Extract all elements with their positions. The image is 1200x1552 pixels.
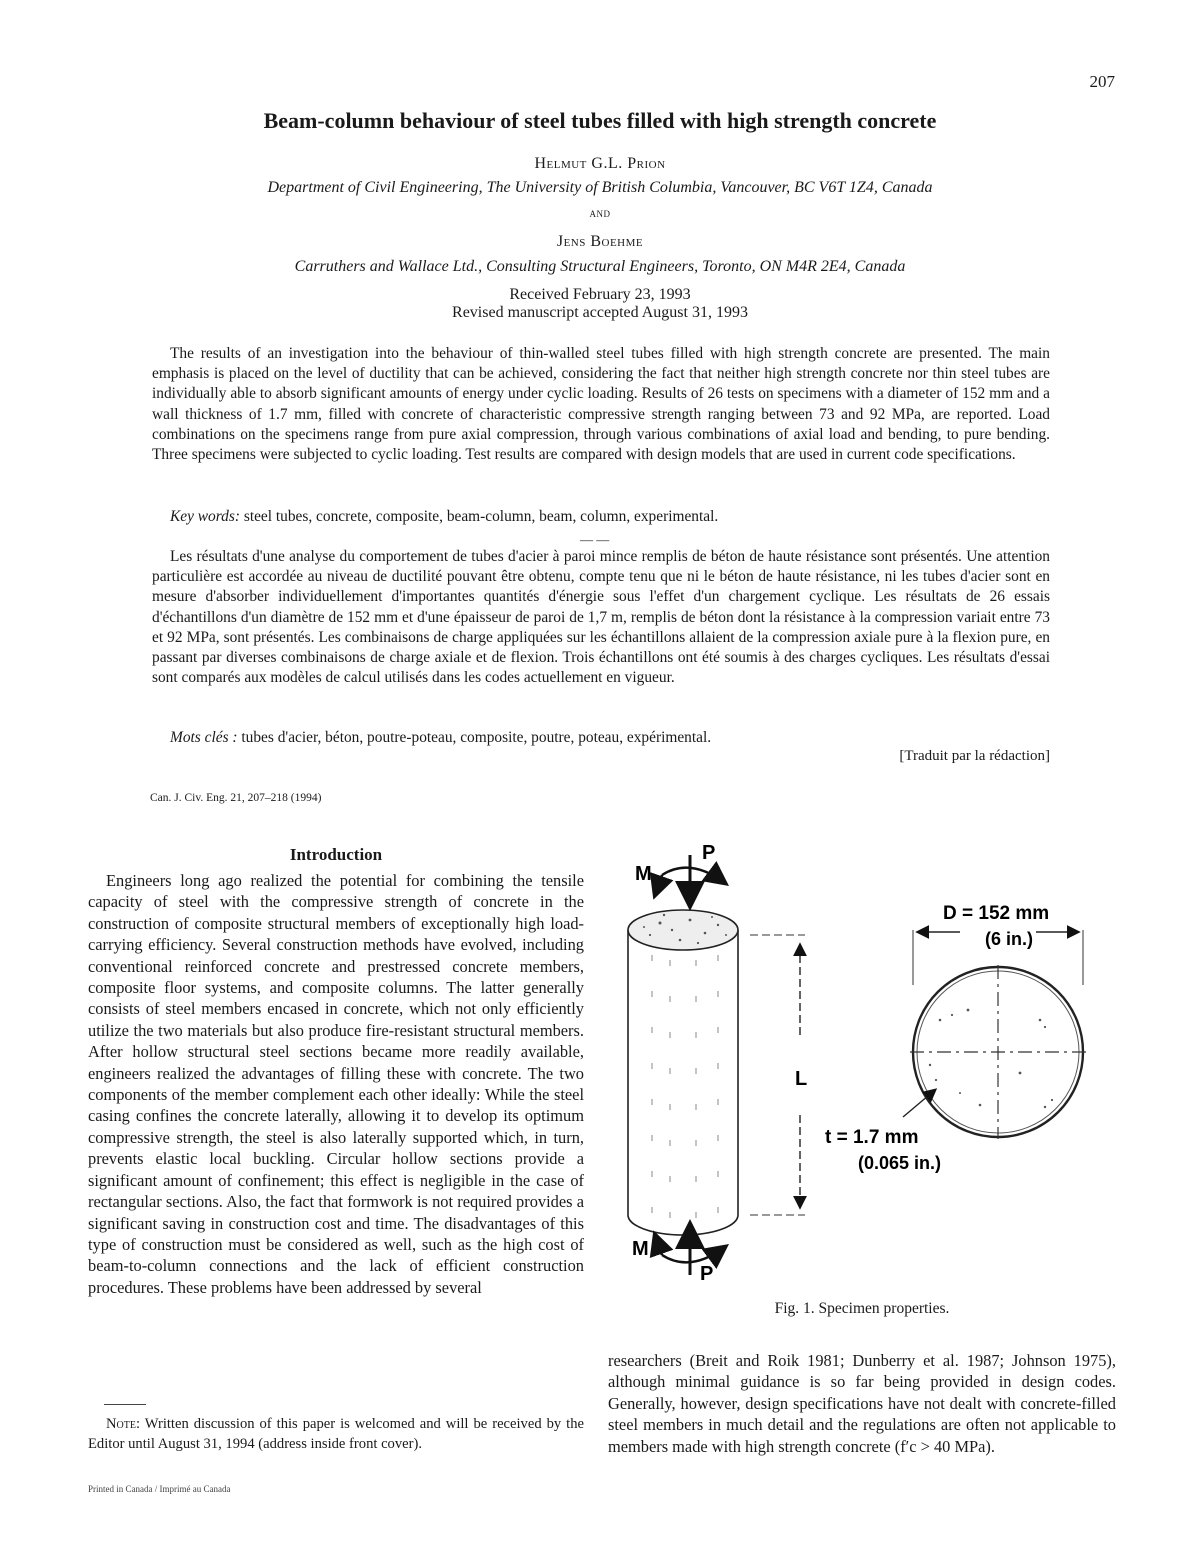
label-diameter: D = 152 mm [943, 903, 1050, 924]
abstract-english-text: The results of an investigation into the behaviour of thin-walled steel tubes filled with high strength concrete are presented. The main emphasis is placed on the level of ductility that can be achieved, considering the fact that neither high strength concrete nor thin steel tubes are individually able to absorb significant amounts of energy under cyclic loading. Results of 26 tests on specimens with a diameter of 152 mm and a wall thickness of 1.7 mm, filled with concrete of characteristic compressive strength ranging between 73 and 92 MPa, are reported. Load combinations on the specimens range from pure axial compression, through various combinations of axial load and bending, to pure bending. Three specimens were subjected to cyclic loading. Test results are compared with design models that are used in current code specifications. [152, 345, 1050, 464]
footnote-label: Note: [106, 1416, 141, 1432]
keywords-label: Key words: [170, 508, 240, 525]
printed-in-canada: Printed in Canada / Imprimé au Canada [88, 1484, 231, 1494]
translation-note: [Traduit par la rédaction] [899, 748, 1050, 764]
cylinder-specimen [628, 910, 738, 1235]
keywords-text: steel tubes, concrete, composite, beam-column, beam, column, experimental. [243, 508, 719, 525]
intro-paragraph-continued: researchers (Breit and Roik 1981; Dunberry et al. 1987; Johnson 1975), although minimal guidance is so far being provided in design codes. Generally, however, design specifications have not dealt with concrete-filled steel members in much detail and the regulations are often not applicable to members made with high strength concrete (f′c > 40 MPa). [608, 1351, 1116, 1456]
cross-section [903, 930, 1086, 1139]
figure-caption: Fig. 1. Specimen properties. [774, 1300, 950, 1317]
section-heading-introduction: Introduction [289, 845, 383, 864]
mots-cles-label: Mots clés : [170, 729, 238, 746]
footnote-text: Written discussion of this paper is welcomed and will be received by the Editor until August 31, 1994 (address inside front cover). [88, 1416, 584, 1452]
received-date: Received February 23, 1993 [509, 286, 691, 303]
label-m-top: M [635, 863, 652, 885]
mots-cles-text: tubes d'acier, béton, poutre-poteau, composite, poutre, poteau, expérimental. [241, 729, 712, 746]
footnote-rule [104, 1404, 146, 1405]
intro-column-right [608, 1350, 1116, 1457]
intro-paragraph-1: Engineers long ago realized the potential for combining the tensile capacity of steel with the compressive strength of concrete in the construction of composite structural members of exceptionally high load-carrying efficiency. Several construction methods have evolved, including conventional reinforced concrete and prestressed concrete members, composite floor systems, and composite columns. The latter generally consists of steel members encased in concrete, which not only efficiently utilize the two materials but also produce fire-resistant structural members. After hollow structural steel sections became more readily available, engineers realized the advantages of filling these with concrete. The two components of the member complement each other ideally: While the steel casing confines the concrete laterally, allowing it to develop its optimum compressive strength, the steel is also laterally supported which, in turn, prevents elastic local buckling. Circular hollow sections provide a significant amount of confinement; this effect is negligible in the case of rectangular sections. Also, the fact that formwork is not required provides a significant saving in construction cost and time. The disadvantages of this type of construction must be considered as well, such as the high cost of beam-to-column connections and the lack of efficient construction procedures. These problems have been addressed by several [88, 871, 584, 1297]
intro-column-left [88, 870, 584, 1298]
mots-cles [152, 729, 1050, 747]
affiliation-2: Carruthers and Wallace Ltd., Consulting Structural Engineers, Toronto, ON M4R 2E4, Canada [294, 258, 906, 275]
footnote [88, 1414, 584, 1454]
author-1: Helmut G.L. Prion [534, 155, 666, 172]
paper-title: Beam-column behaviour of steel tubes filled with high strength concrete [263, 108, 937, 133]
download-notice-sidebar [0, 380, 60, 1170]
abstract-english [152, 344, 1050, 465]
label-length: L [795, 1068, 808, 1090]
label-diameter-inches: (6 in.) [985, 929, 1033, 949]
label-p-top: P [702, 842, 716, 864]
journal-citation: Can. J. Civ. Eng. 21, 207–218 (1994) [150, 792, 322, 804]
author-2: Jens Boehme [556, 233, 644, 250]
page-number: 207 [1089, 72, 1115, 91]
affiliation-1: Department of Civil Engineering, The University of British Columbia, Vancouver, BC V6T 1Z4, Canada [267, 179, 933, 196]
label-thickness-inches: (0.065 in.) [858, 1153, 942, 1173]
bottom-load-arrows [655, 1225, 725, 1275]
and-connector: and [589, 205, 611, 220]
abstract-french [152, 547, 1050, 688]
revised-date: Revised manuscript accepted August 31, 1993 [452, 304, 748, 321]
abstract-separator: — — [580, 532, 610, 547]
label-m-bottom: M [632, 1238, 649, 1260]
keywords [152, 508, 1050, 526]
figure-specimen-properties [600, 835, 1120, 1285]
label-p-bottom: P [700, 1263, 714, 1285]
label-thickness: t = 1.7 mm [825, 1127, 919, 1148]
abstract-french-text: Les résultats d'une analyse du comportement de tubes d'acier à paroi mince remplis de béton de haute résistance sont présentés. Une attention particulière est accordée au niveau de ductilité pouvant être obtenu, compte tenu que ni le béton de haute résistance, ni les tubes d'acier sont en mesure d'absorber individuellement d'importantes quantités d'énergie sous l'effet d'un chargement cyclique. Les résultats de 26 essais d'échantillons d'un diamètre de 152 mm et d'une épaisseur de paroi de 1,7 m, remplis de béton dont la résistance à la compression variait entre 73 et 92 MPa, sont présentés. Les combinaisons de charge appliquées sur les échantillons allaient de la compression axiale pure à la flexion pure, en passant par diverses combinaisons de charge axiale et de flexion. Trois échantillons ont été soumis à des charges cycliques. Les résultats d'essai sont comparés aux modèles de calcul utilisés dans les codes actuellement en vigueur. [152, 548, 1050, 687]
